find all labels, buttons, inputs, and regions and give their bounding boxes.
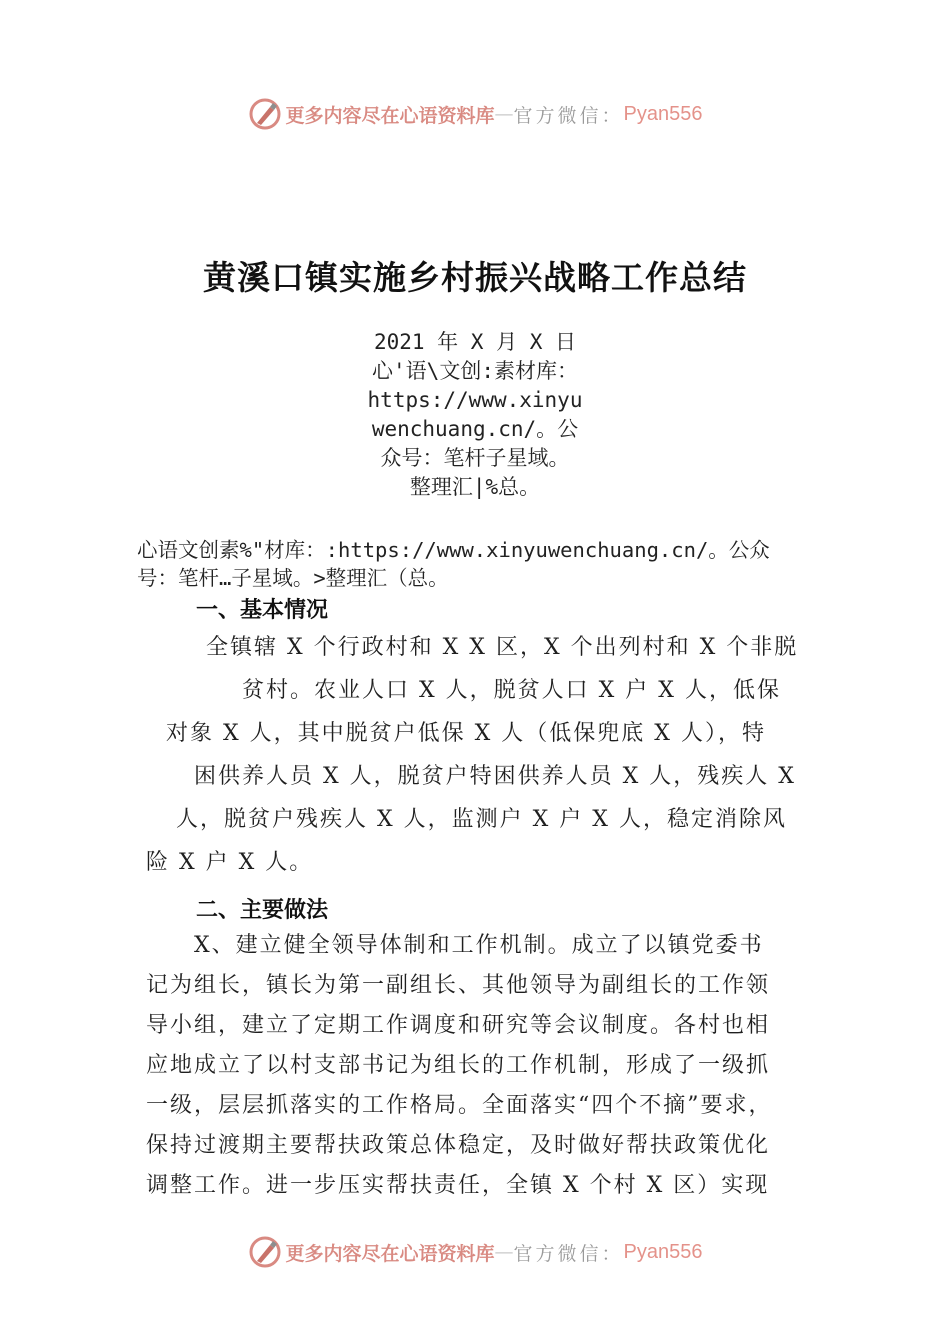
watermark-footer [0, 1232, 950, 1272]
text-line: X、建立健全领导体制和工作机制。成立了以镇党委书 [194, 933, 764, 958]
watermark-id: Pyan556 [623, 1240, 703, 1263]
text-line: 一级，层层抓落实的工作格局。全面落实“四个不摘”要求， [146, 1093, 773, 1118]
watermark-separator: — [494, 103, 514, 125]
watermark-separator: — [494, 1241, 514, 1263]
watermark-text: 更多内容尽在心语资料库 [285, 104, 495, 127]
watermark-header [0, 94, 950, 134]
watermark-text: 更多内容尽在心语资料库 [285, 1242, 495, 1265]
text-line: 贫村。农业人口 X 人，脱贫人口 X 户 X 人，低保 [242, 678, 781, 703]
text-line: 对象 X 人，其中脱贫户低保 X 人（低保兜底 X 人），特 [166, 721, 766, 746]
meta-line: https://www.xinyu [367, 388, 583, 412]
section-heading-basic: 一、基本情况 [196, 598, 329, 623]
meta-block [330, 328, 620, 502]
text-line: 导小组，建立了定期工作调度和研究等会议制度。各村也相 [146, 1013, 771, 1038]
source-line: 号：笔杆…子星域。>整理汇（总。 [137, 566, 449, 590]
text-line: 全镇辖 X 个行政村和 X X 区，X 个出列村和 X 个非脱 [206, 635, 799, 660]
meta-line: 众号：笔杆子星域。 [380, 446, 570, 470]
text-line: 险 X 户 X 人。 [146, 850, 314, 875]
source-line: 心语文创素%"材库：:https://www.xinyuwenchuang.cn/。公众 [137, 538, 770, 562]
watermark-label: 官方微信： [513, 104, 624, 127]
section-heading-measures: 二、主要做法 [196, 898, 329, 923]
text-line: 保持过渡期主要帮扶政策总体稳定，及时做好帮扶政策优化 [146, 1133, 771, 1158]
date-line: 2021 年 X 月 X 日 [373, 330, 577, 354]
section-body-measures [146, 926, 806, 1206]
text-line: 调整工作。进一步压实帮扶责任，全镇 X 个村 X 区）实现 [146, 1173, 770, 1198]
pen-logo-icon [248, 1235, 282, 1269]
watermark-label: 官方微信： [513, 1242, 624, 1265]
pen-logo-icon [248, 97, 282, 131]
text-line: 应地成立了以村支部书记为组长的工作机制，形成了一级抓 [146, 1053, 771, 1078]
text-line: 人，脱贫户残疾人 X 人，监测户 X 户 X 人，稳定消除风 [176, 807, 787, 832]
document-title: 黄溪口镇实施乡村振兴战略工作总结 [203, 258, 747, 297]
meta-line: 整理汇|%总。 [409, 475, 541, 499]
source-block [137, 536, 837, 592]
watermark-id: Pyan556 [623, 102, 703, 125]
section-body-basic [146, 626, 806, 884]
text-line: 困供养人员 X 人，脱贫户特困供养人员 X 人，残疾人 X [194, 764, 796, 789]
meta-line: wenchuang.cn/。公 [371, 417, 579, 441]
meta-line: 心'语\文创:素材库： [372, 359, 578, 383]
text-line: 记为组长，镇长为第一副组长、其他领导为副组长的工作领 [146, 973, 771, 998]
